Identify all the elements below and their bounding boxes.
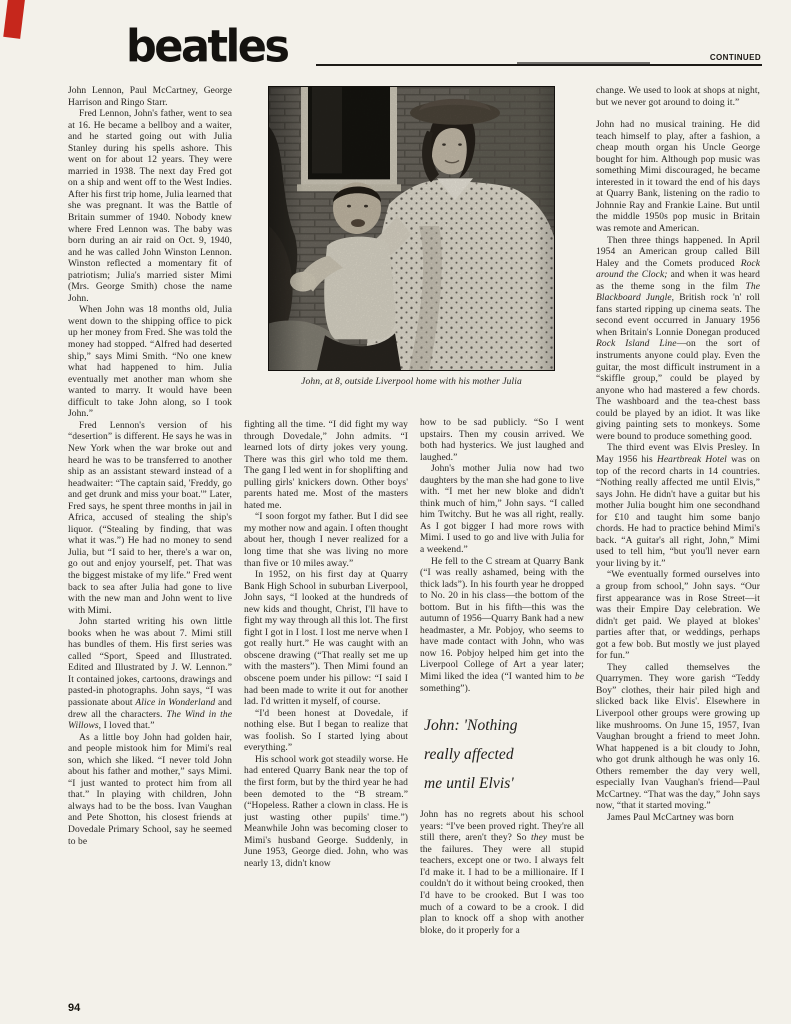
article-column-4	[596, 86, 760, 1012]
article-paragraph: James Paul McCartney was born	[607, 812, 734, 823]
article-paragraph: As a little boy John had golden hair, and people mistook him for Mimi's real son, which she liked. “I never told John about his father and mother,” says Mimi. “I just wanted to protect him from all that.” In playing with children, John always had to be the boss. Ivan Vaughan and Pete Shotton, his closest friends at Dovedale Primary School, say he seemed to be	[68, 732, 232, 847]
article-paragraph: “We eventually formed ourselves into a group from school,” John says. “Our first appearance was in Rose Street—it was their Empire Day celebration. We didn't get paid. We played at blokes' parties after that, or weddings, perhaps got a few bob. But mostly we just played for fun.”	[596, 570, 760, 662]
article-paragraph: “I soon forgot my father. But I did see my mother now and again. I often thought about her, though I never realized for a long time that she was living no more than five or 10 miles away.”	[244, 512, 408, 569]
article-paragraph: He fell to the C stream at Quarry Bank (“I was really ashamed, being with the thick lads”). In his fourth year he dropped to No. 20 in his class—the bottom of the bottom. But in his fifth—this was the autumn of 1956—Quarry Bank had a new headmaster, a Mr. Pobjoy, who seems to have made contact with John, who was now 16. Pobjoy helped him get into the Liverpool College of Art a year later; Mimi liked the idea (“I wanted him to be something”).	[420, 556, 584, 694]
pull-quote-line: me until Elvis'	[424, 775, 514, 793]
page-number: 94	[68, 1002, 81, 1014]
article-column-2	[244, 420, 408, 1012]
article-paragraph: Fred Lennon's version of his “desertion” is different. He says he was in New York when the war broke out and heard he was to be transferred to another ship as an assistant steward instead of a headwaiter: “The captain said, 'Freddy, go and get drunk and miss your boat.'” Later, Fred says, he spent three months in jail in Africa, accused of stealing the ship's liquor. (“Stealing by finding, that was what it was.”) He had no money to send Julia, but “I said to her, there's a war on, go out and enjoy yourself, pet. That was the biggest mistake of my life.” Fred went back to sea after Julia had gone to live with the new man and John went to live with Mimi.	[68, 420, 232, 616]
photo-illustration	[269, 87, 555, 370]
article-paragraph: John Lennon, Paul McCartney, George Harrison and Ringo Starr.	[68, 86, 232, 108]
article-paragraph: “I'd been honest at Dovedale, if nothing else. But I began to realize that was foolish. So I started lying about everything.”	[244, 708, 408, 754]
article-paragraph: John had no musical training. He did teach himself to play, after a fashion, a cheap mouth organ his Uncle George bought for him. Although pop music was something Mimi discouraged, he became interested in it toward the end of his days at Quarry Bank, listening on the radio to Johnnie Ray and Frankie Laine. But until the middle 1950s pop music in Britain was remote and American.	[596, 120, 760, 235]
header-rule	[316, 64, 762, 66]
article-paragraph: change. We used to look at shops at night, but we never got around to doing it.”	[596, 86, 760, 108]
article-paragraph: John has no regrets about his school years: “I've been proved right. They're all still there, aren't they? So they must be the failures. They were all stupid teachers, except one or two. I always felt I'd make it. I had to be a millionaire. If I couldn't do it without being crooked, then I'd have to be crooked. But I was too much of a coward to be a crook. I did plan to knock off a shop with another bloke, do it properly for a	[420, 810, 584, 936]
pull-quote	[424, 711, 584, 798]
photo-john-and-julia	[268, 86, 555, 371]
article-paragraph: how to be sad publicly. “So I went upstairs. Then my cousin arrived. We both had hysterics. We just laughed and laughed.”	[420, 418, 584, 463]
article-column-3-bottom	[420, 810, 584, 937]
article-paragraph: When John was 18 months old, Julia went down to the shipping office to pick up her money from Fred. She was told the money had stopped. “Alfred had deserted ship,” says Mimi Smith. “No one knew what had happened to him. Julia eventually met another man whom she wanted to marry. It would have been difficult to take John along, so I took John.”	[68, 305, 232, 420]
article-paragraph: John's mother Julia now had two daughters by the man she had gone to live with. “I met her new bloke and didn't think much of him,” John says. “I called him Twitchy. But he was all right, really. As I got bigger I had more rows with Mimi. I used to go and live with Julia for a weekend.”	[420, 464, 584, 556]
article-paragraph: They called themselves the Quarrymen. They wore garish “Teddy Boy” clothes, their hair piled high and slicked back like Elvis'. Elsewhere in Liverpool other groups were growing up like mushrooms. On June 15, 1957, Ivan Vaughan brought a friend to meet John. What happened is a bit cloudy to John, who got drunk although he was only 16. Others remember the day very well, especially Ivan Vaughan's friend—Paul McCartney. “That was the day,” John says now, “that it started moving.”	[596, 662, 760, 812]
article-paragraph: The third event was Elvis Presley. In May 1956 his Heartbreak Hotel was on top of the record charts in 14 countries. “Nothing really affected me until Elvis,” says John. He didn't have a guitar but his mother Julia bought him one secondhand for £10 and taught him some banjo chords. He had to practice behind Mimi's back. “A guitar's all right, John,” Mimi used to tell him, “but you'll never earn your living by it.”	[596, 443, 760, 569]
continued-label: CONTINUED	[709, 53, 761, 62]
article-paragraph: John started writing his own little books when he was about 7. Mimi still has bundles of them. His first series was called “Sport, Speed and Illustrated. Edited and Illustrated by J. W. Lennon.” It contained jokes, cartoons, drawings and pasted-in photographs. John says, “I was passionate about Alice in Wonderland and drew all the characters. The Wind in the Willows, I loved that.”	[68, 617, 232, 732]
article-column-1	[68, 86, 232, 1010]
article-paragraph: Fred Lennon, John's father, went to sea at 16. He became a bellboy and a waiter, and he started going out with Julia Stanley during his spells ashore. This went on for about 12 years. They were married in 1938. The next day Fred got on a ship and went off to the West Indies. After his first trip home, Julia learned that she was pregnant. It was the Battle of Britain summer of 1940. Nobody knew where Fred Lennon was. The baby was born during an air raid on Oct. 9, 1940, and he was called John Winston Lennon. Winston reflected a momentary fit of patriotism; Julia's married sister Mimi (Mrs. George Smith) chose the name John.	[68, 109, 232, 304]
article-paragraph: Then three things happened. In April 1954 an American group called Bill Haley and the Comets produced Rock around the Clock; and when it was heard as the theme song in the film The Blackboard Jungle, British rock 'n' roll fans started ripping up cinema seats. The second event occurred in January 1956 when Britain's Lonnie Donegan produced Rock Island Line—on the sort of instruments anyone could play. Even the guitar, the most difficult instrument in a “skiffle group,” could be played by anyone who had mastered a few chords. The washboard and the tea-chest bass could be played by an idiot. It was like giving painting sets to monkeys. Some were bound to produce something good.	[596, 235, 760, 442]
article-column-3	[420, 418, 584, 1014]
pull-quote-line: really affected	[424, 746, 514, 764]
article-column-3-top	[420, 418, 584, 695]
article-paragraph: His school work got steadily worse. He had entered Quarry Bank near the top of the first form, but by the third year he had been demoted to the “B stream.” (“Hopeless. Rather a clown in class. He is just wasting other pupils' time.”) Meanwhile John was becoming closer to Mimi's husband George. Suddenly, in June 1953, George died. John, who was nearly 13, didn't know	[244, 754, 408, 869]
page-edge-red-mark	[3, 0, 25, 39]
article-paragraph: fighting all the time. “I did fight my way through Dovedale,” John admits. “I learned lots of dirty jokes very young. There was this girl who told me them. The gang I led went in for shoplifting and pulling girls' knickers down. Other boys' parents hated me. Most of the masters hated me.	[244, 420, 408, 511]
pull-quote-line: John: 'Nothing	[424, 717, 518, 735]
photo-caption: John, at 8, outside Liverpool home with his mother Julia	[301, 377, 522, 387]
article-paragraph: In 1952, on his first day at Quarry Bank High School in suburban Liverpool, John says, “I looked at the hundreds of new kids and thought, Christ, I'll have to fight my way through all this lot. The first fight I got in I lost. I lost me nerve when I got really hurt.” He was caught with an obscene drawing (“That really set me up with the masters”). Then Mimi found an obscene poem under his pillow: “I said I had been made to write it out for another lad. I'd written it myself, of course.	[244, 570, 408, 708]
photo-figure	[268, 86, 555, 387]
beatles-logo: beatles	[126, 21, 288, 73]
